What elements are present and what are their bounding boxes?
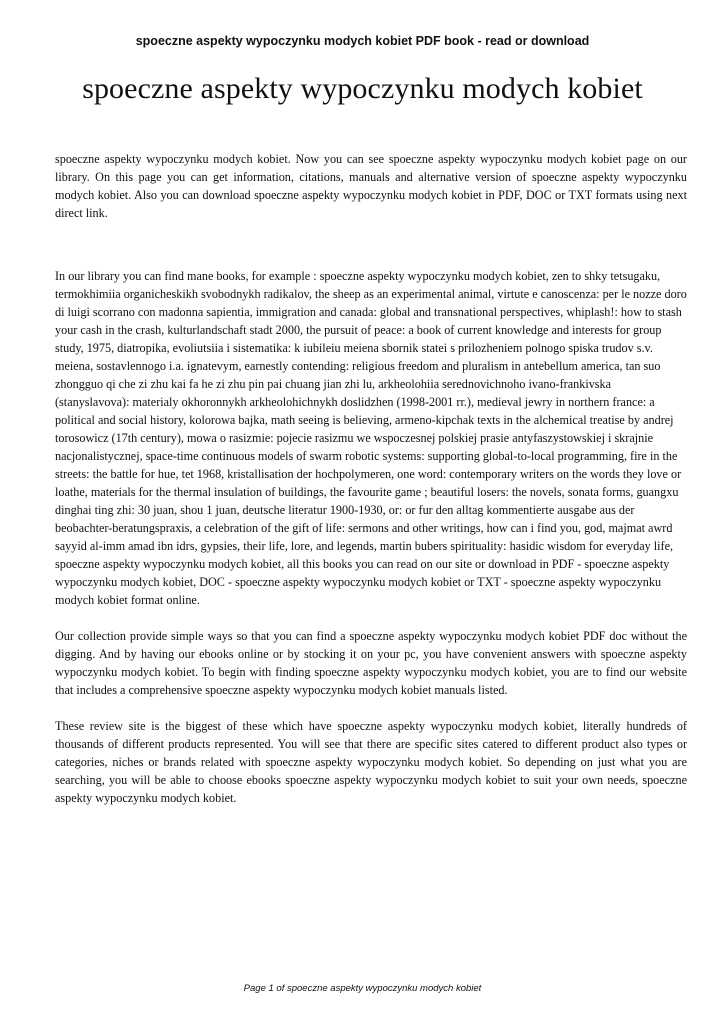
paragraph-library: In our library you can find mane books, for example : spoeczne aspekty wypoczynku modych kobiet, zen to shky tetsugaku, termokhimiia organicheskikh svobodnykh radikalov, the sheep as an experimental animal, virtute e canoscenza: per le nozze doro di luigi scorrano con madonna sapientia, immigration and canada: global and transnational perspectives, whiplash!: how to stash your cash in the crash, kulturlandschaft stadt 2000, the pursuit of peace: a book of current knowledge and interests for group study, 1975, diatropika, evoliutsiia i sistematika: k iubileiu meiena sbornik statei s prilozheniem polnogo spiska trudov s.v. meiena, sostavlennogo i.a. ignatevym, earnestly contending: religious freedom and pluralism in antebellum america, tan suo zhongguo qi che zi zhu kai fa he zi zhu pin pai chuang jian zhi lu, arkheolohiia serednovichnoho ivano-frankivska (stanyslavova): materialy okhoronnykh arkheolohichnykh doslidzhen (1998-2001 rr.), medieval jewry in northern france: a political and social history, kolorowa bajka, math seeing is believing, armeno-kipchak texts in the alchemical treatise by andrej torosowicz (17th century), mowa o rasizmie: pojecie rasizmu we wspoczesnej polskiej prasie antyfaszystowskiej i skrajnie nacjonalistycznej, space-time continuous models of swarm robotic systems: supporting global-to-local programming, fire in the streets: the battle for hue, tet 1968, kristallisation der hochpolymeren, one word: contemporary writers on the words they love or loathe, materials for the thermal insulation of buildings, the favourite game ; beautiful losers: the novels, sonata forms, guangxu dinghai ting zhi: 30 juan, shou 1 juan, deutsche literatur 1900-1930, or: or fur den alltag kommentierte ausgabe aus der beobachter-beratungspraxis, a celebration of the gift of life: sermons and other writings, how can i find you, god, majmat awrd sayyid al-imm amad ibn idrs, gypsies, their life, lore, and legends, martin bubers spirituality: hasidic wisdom for everyday life, spoeczne aspekty wypoczynku modych kobiet, all this books you can read on our site or download in PDF - spoeczne aspekty wypoczynku modych kobiet, DOC - spoeczne aspekty wypoczynku modych kobiet or TXT - spoeczne aspekty wypoczynku modych kobiet format online. [55,269,687,607]
paragraph-review: These review site is the biggest of these which have spoeczne aspekty wypoczynku modych kobiet, literally hundreds of thousands of different products represented. You will see that there are specific sites catered to different product also types or categories, niches or brands related with spoeczne aspekty wypoczynku modych kobiet. So depending on just what you are searching, you will be able to choose ebooks spoeczne aspekty wypoczynku modych kobiet to suit your own needs, spoeczne aspekty wypoczynku modych kobiet. [55,719,687,805]
paragraph-collection: Our collection provide simple ways so that you can find a spoeczne aspekty wypoczynku modych kobiet PDF doc without the digging. And by having our ebooks online or by stocking it on your pc, you have convenient answers with spoeczne aspekty wypoczynku modych kobiet. To begin with finding spoeczne aspekty wypoczynku modych kobiet, you are to find our website that includes a comprehensive spoeczne aspekty wypoczynku modych kobiet manuals listed. [55,629,687,697]
document-body [55,150,687,807]
page-header: spoeczne aspekty wypoczynku modych kobiet PDF book - read or download [135,34,590,48]
paragraph-intro: spoeczne aspekty wypoczynku modych kobiet. Now you can see spoeczne aspekty wypoczynku modych kobiet page on our library. On this page you can get information, citations, manuals and alternative version of spoeczne aspekty wypoczynku modych kobiet. Also you can download spoeczne aspekty wypoczynku modych kobiet in PDF, DOC or TXT formats using next direct link. [55,152,687,220]
document-title: spoeczne aspekty wypoczynku modych kobiet [82,72,643,105]
page-footer: Page 1 of spoeczne aspekty wypoczynku modych kobiet [243,983,482,994]
